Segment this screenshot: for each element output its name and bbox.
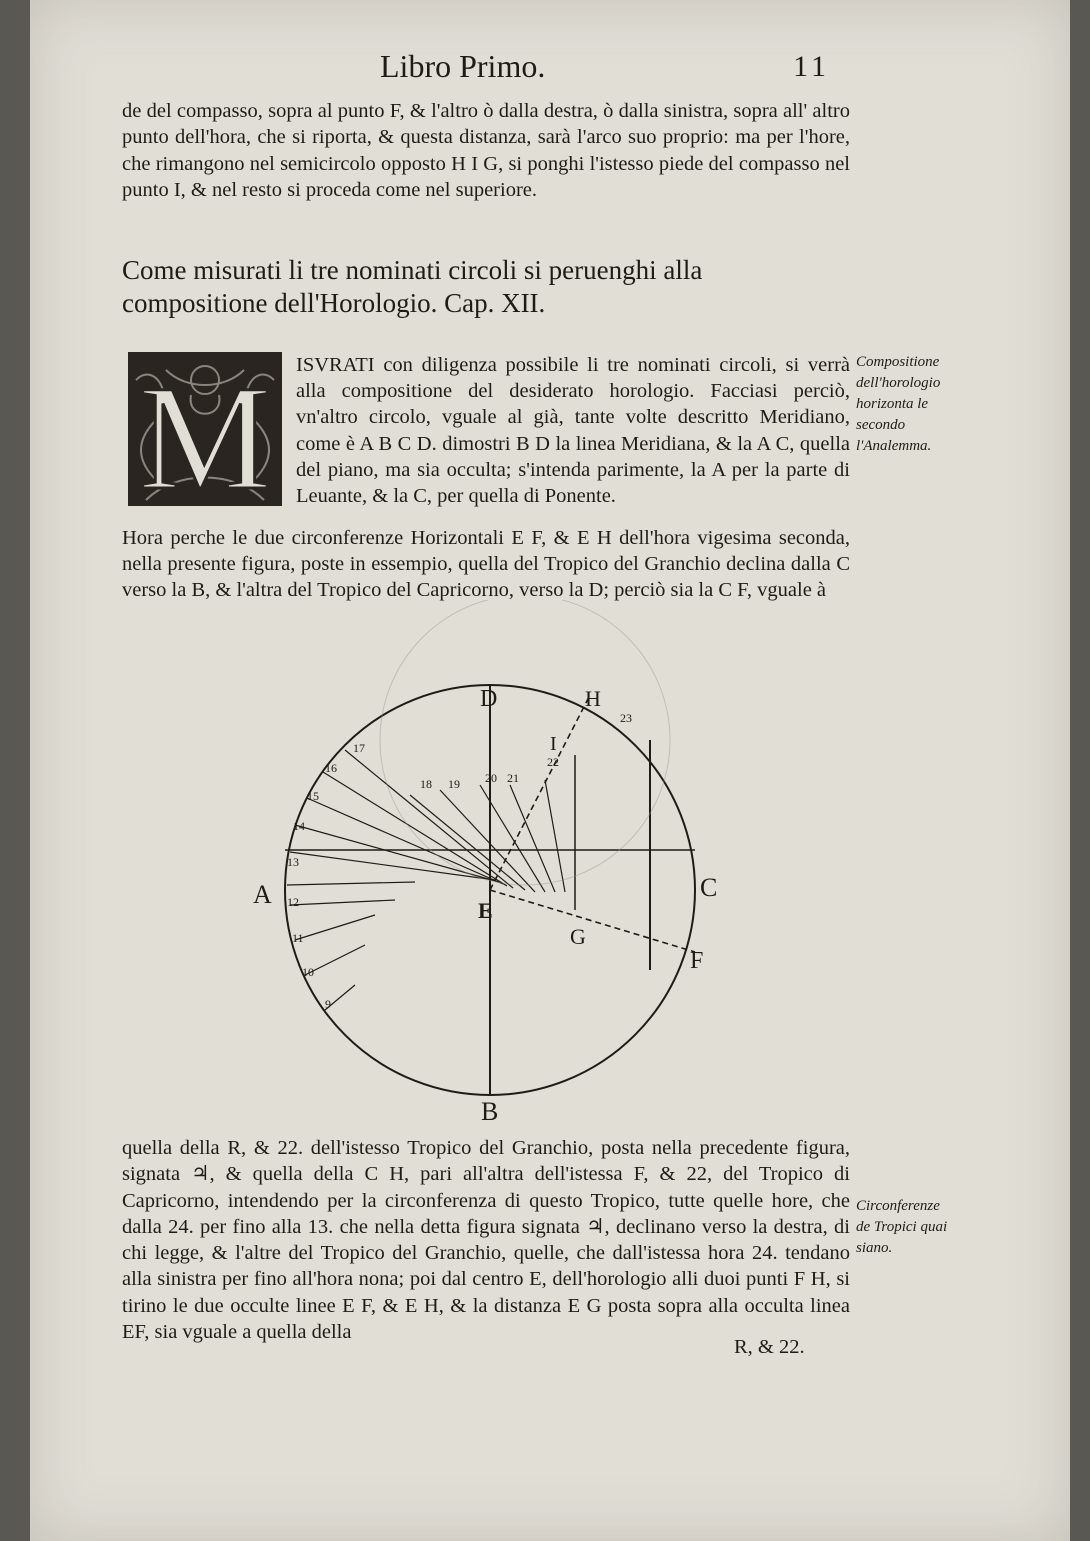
- drop-cap-initial: [126, 350, 284, 508]
- hour-13: 13: [287, 855, 299, 869]
- main-paragraph-first: ISVRATI con diligenza possibile li tre nominati circoli, si verrà alla compositione del desiderato horologio. Facciasi perciò, vn'altro circolo, vguale al già, tante volte descritto Meridiano, come è A B C D. dimostri B D la linea Meridiana, & la A C, quella del piano, ma sia occulta; s'intenda parimente, la A per la parte di Leuante, & la C, per quella di Ponente.: [296, 354, 850, 508]
- label-e: E: [478, 898, 493, 923]
- label-c: C: [700, 873, 718, 902]
- book-page: [30, 0, 1070, 1541]
- hour-16: 16: [325, 761, 337, 775]
- chapter-heading: Come misurati li tre nominati circoli si peruenghi alla compositione dell'Horologio. Cap. XII.: [122, 255, 703, 318]
- hour-12: 12: [287, 895, 299, 909]
- page-end-catchword: R, & 22.: [734, 1336, 805, 1358]
- line-ef: [490, 890, 695, 952]
- margin-note-composition: Compositione dell'horologio horizonta le secondo l'Analemma.: [856, 354, 941, 454]
- label-h: H: [585, 686, 601, 711]
- svg-text:M: M: [138, 355, 272, 508]
- hour-11: 11: [292, 931, 304, 945]
- label-f: F: [690, 948, 704, 974]
- label-b: B: [481, 1097, 499, 1120]
- paragraph-bottom: quella della R, & 22. dell'istesso Tropico del Granchio, posta nella precedente figura, signata ♃, & quella della C H, pari all'altra dell'istessa F, & 22, del Tropico di Capricorno, intendendo per la circonferenza di questo Tropico, tutte quelle hore, che dalla 24. per fino alla 13. che nella detta figura signata ♃, declinano verso la destra, di chi legge, & l'altre del Tropico del Granchio, quelle, che dall'istessa hora 24. tendano alla sinistra per fino all'hora nona; poi dal centro E, dell'horologio alli duoi punti F H, si tirino le due occulte linee E F, & E H, & la distanza E G posta sopra alla occulta linea EF, sia vguale a quella della: [122, 1137, 850, 1344]
- margin-note-tropics: Circonferenze de Tropici quai siano.: [856, 1198, 948, 1256]
- hour-9: 9: [325, 997, 331, 1011]
- hour-21: 21: [507, 771, 519, 785]
- hour-10: 10: [302, 965, 314, 979]
- label-i: I: [550, 733, 557, 755]
- hour-14: 14: [293, 819, 305, 833]
- hour-19: 19: [448, 777, 460, 791]
- hour-17: 17: [353, 741, 365, 755]
- hour-22: 22: [547, 755, 559, 769]
- sundial-diagram: [245, 600, 745, 1120]
- line-ah: [287, 882, 415, 885]
- hour-18: 18: [420, 777, 432, 791]
- label-a: A: [253, 880, 272, 909]
- page-number: 11: [793, 50, 830, 83]
- hour-20: 20: [485, 771, 497, 785]
- running-title: Libro Primo.: [380, 48, 546, 84]
- hour-15: 15: [307, 789, 319, 803]
- main-paragraph-rest: Hora perche le due circonferenze Horizontali E F, & E H dell'hora vigesima seconda, nella presente figura, poste in essempio, quella del Tropico del Granchio declina dalla C verso la B, & l'altra del Tropico del Capricorno, verso la D; perciò sia la C F, vguale à: [122, 527, 850, 602]
- page-header: [380, 48, 830, 88]
- hour-23: 23: [620, 711, 632, 725]
- label-d: D: [480, 686, 498, 712]
- paragraph-top: de del compasso, sopra al punto F, & l'altro ò dalla destra, ò dalla sinistra, sopra all' altro punto dell'hora, che si riporta, & questa distanza, sarà l'arco suo proprio: ma per l'hore, che rimangono nel semicircolo opposto H I G, si ponghi l'istesso piede del compasso nel punto I, & nel resto si proceda come nel superiore.: [122, 100, 850, 202]
- label-g: G: [570, 924, 586, 949]
